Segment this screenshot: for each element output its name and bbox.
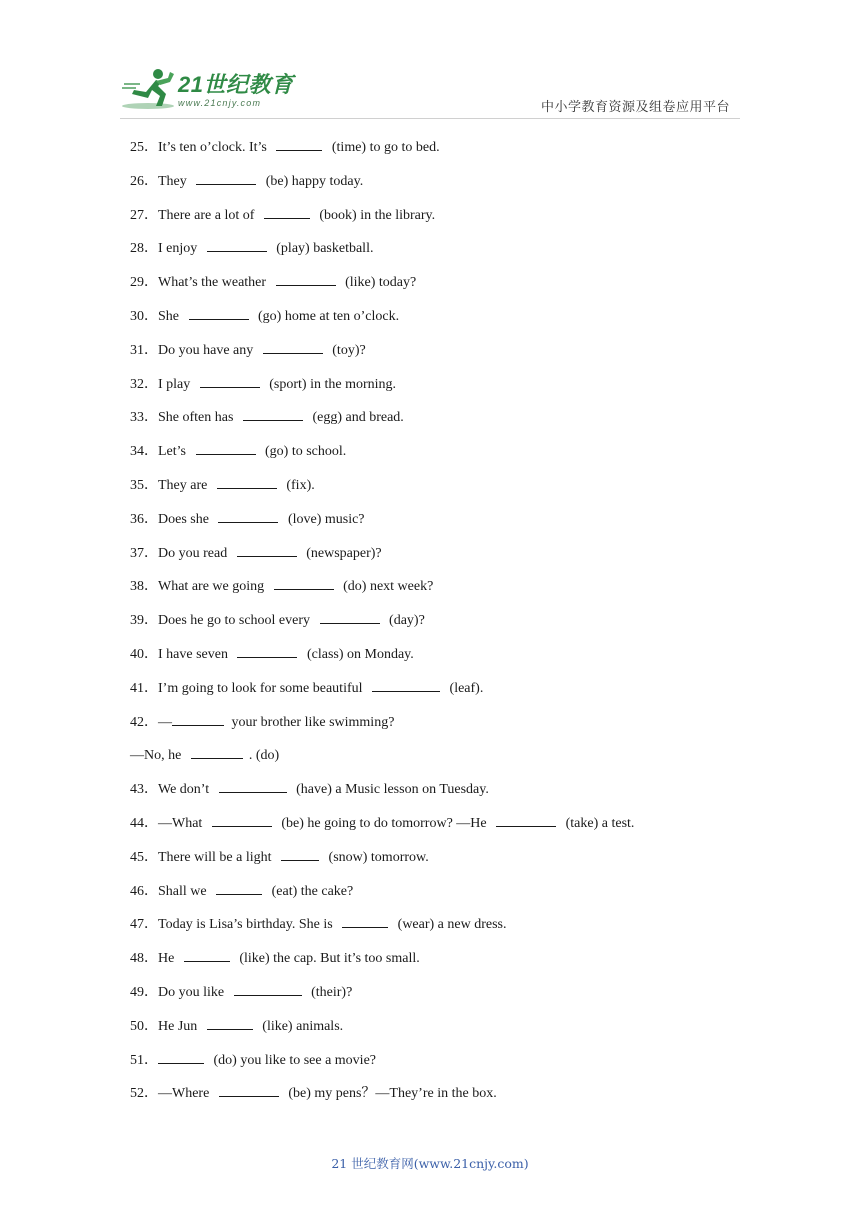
question-item [130,677,750,711]
question-number: 35． [130,477,158,493]
question-text: —What [158,815,206,831]
answer-blank[interactable] [216,880,262,895]
question-text: Let’s [158,444,190,460]
question-text: (class) on Monday. [303,646,414,662]
question-number: 43． [130,782,158,798]
question-text: (book) in the library. [315,207,436,223]
question-text: Do you read [158,545,231,561]
answer-blank[interactable] [196,170,256,185]
question-item [130,237,750,271]
question-text: He [158,951,178,967]
answer-blank[interactable] [274,575,334,590]
logo [120,66,294,116]
question-text: (go) to school. [261,444,347,460]
header-tagline: 中小学教育资源及组卷应用平台 [540,100,730,115]
question-text: What’s the weather [158,275,270,291]
question-number: 28． [130,241,158,257]
question-item [130,508,750,542]
answer-blank[interactable] [237,542,297,557]
answer-blank[interactable] [281,846,319,861]
question-item [130,609,750,643]
question-text: She often has [158,410,237,426]
question-number: 26． [130,173,158,189]
question-text: (like) animals. [258,1018,344,1034]
answer-blank[interactable] [243,406,303,421]
question-item [130,406,750,440]
question-text: (leaf). [446,680,484,696]
answer-blank[interactable] [276,136,322,151]
question-number: 48． [130,951,158,967]
question-item [130,440,750,474]
answer-blank[interactable] [189,305,249,320]
question-text: Today is Lisa’s birthday. She is [158,917,337,933]
question-item [130,542,750,576]
question-text: Shall we [158,883,211,899]
question-text: There are a lot of [158,207,258,223]
question-number: 51． [130,1052,158,1068]
answer-blank[interactable] [191,744,243,759]
answer-blank[interactable] [372,677,440,692]
question-item [130,474,750,508]
question-text: I have seven [158,646,232,662]
answer-blank[interactable] [234,981,302,996]
question-text: (sport) in the morning. [265,376,397,392]
question-number: 25． [130,140,158,155]
question-text: There will be a light [158,849,276,865]
question-text: (like) the cap. But it’s too small. [235,951,420,967]
question-number: 50． [130,1018,158,1034]
answer-blank[interactable] [219,1082,279,1097]
question-number: 36． [130,511,158,527]
question-item [130,913,750,947]
question-number: 49． [130,984,158,1000]
question-item [130,744,750,778]
question-number: 40． [130,646,158,662]
question-number: 47． [130,917,158,933]
question-item [130,575,750,609]
question-text: He Jun [158,1018,201,1034]
answer-blank[interactable] [219,778,287,793]
question-number: 32． [130,376,158,392]
question-item [130,136,750,170]
question-item [130,339,750,373]
answer-blank[interactable] [200,373,260,388]
question-item [130,1082,750,1116]
answer-blank[interactable] [276,271,336,286]
question-text: (snow) tomorrow. [325,849,429,865]
answer-blank[interactable] [212,812,272,827]
question-text: (their)? [307,984,353,1000]
question-text: —Where [158,1086,213,1102]
answer-blank[interactable] [264,204,310,219]
answer-blank[interactable] [184,947,230,962]
answer-blank[interactable] [172,711,224,726]
answer-blank[interactable] [237,643,297,658]
logo-text: 21世纪教育 [178,72,294,97]
question-number: 30． [130,308,158,324]
question-text: (newspaper)? [302,545,382,561]
question-item [130,1049,750,1083]
question-text: She [158,308,183,324]
question-number: 31． [130,342,158,358]
question-text: your brother like swimming? [228,714,395,730]
question-text: (be) happy today. [262,173,364,189]
question-number: 42． [130,714,158,730]
question-text: Do you like [158,984,228,1000]
question-number: 52． [130,1086,158,1102]
question-text: (play) basketball. [272,241,374,257]
answer-blank[interactable] [320,609,380,624]
question-text: (be) he going to do tomorrow? —He [277,815,491,831]
question-text: —No, he [130,748,185,764]
question-text: Do you have any [158,342,257,358]
question-text: (do) you like to see a movie? [210,1052,377,1068]
question-item [130,271,750,305]
question-number: 27． [130,207,158,223]
question-item [130,170,750,204]
question-item [130,812,750,846]
page-footer: 21 世纪教育网(www.21cnjy.com) [331,1156,529,1171]
answer-blank[interactable] [158,1049,204,1064]
question-number: 37． [130,545,158,561]
question-item [130,711,750,745]
question-text: — [158,714,172,730]
question-text: (do) next week? [339,579,434,595]
question-text: Does he go to school every [158,613,314,629]
answer-blank[interactable] [218,508,278,523]
answer-blank[interactable] [496,812,556,827]
logo-url: www.21cnjy.com [178,98,262,108]
question-text: It’s ten o’clock. It’s [158,140,271,155]
question-text: (day)? [385,613,425,629]
question-text: What are we going [158,579,268,595]
question-number: 39． [130,613,158,629]
question-text: (like) today? [341,275,417,291]
question-text: (egg) and bread. [308,410,404,426]
question-number: 44． [130,815,158,831]
question-item [130,846,750,880]
question-number: 38． [130,579,158,595]
question-text: (toy)? [328,342,366,358]
question-item [130,204,750,238]
question-item [130,981,750,1015]
question-item [130,1015,750,1049]
question-text: I’m going to look for some beautiful [158,680,367,696]
answer-blank[interactable] [207,237,267,252]
question-item [130,305,750,339]
question-text: They are [158,477,211,493]
question-number: 33． [130,410,158,426]
question-text: I play [158,376,194,392]
question-item [130,778,750,812]
question-number: 41． [130,680,158,696]
header-divider [120,118,740,119]
question-text: (take) a test. [562,815,635,831]
answer-blank[interactable] [263,339,323,354]
question-number: 45． [130,849,158,865]
question-item [130,643,750,677]
question-text: (be) my pens？—They’re in the box. [284,1086,497,1102]
question-text: They [158,173,191,189]
question-text: (go) home at ten o’clock. [254,308,400,324]
question-text: (fix). [282,477,315,493]
answer-blank[interactable] [217,474,277,489]
question-text: (eat) the cake? [268,883,354,899]
page-header [0,0,860,125]
runner-logo-icon [120,66,178,112]
question-number: 34． [130,444,158,460]
question-item [130,947,750,981]
question-text: We don’t [158,782,213,798]
question-text: (have) a Music lesson on Tuesday. [292,782,489,798]
question-text: (time) to go to bed. [328,140,440,155]
question-list [130,136,750,1116]
question-number: 46． [130,883,158,899]
answer-blank[interactable] [196,440,256,455]
question-item [130,880,750,914]
question-text: (love) music? [284,511,365,527]
question-text: Does she [158,511,213,527]
answer-blank[interactable] [342,913,388,928]
question-text: . (do) [248,748,280,764]
question-number: 29． [130,275,158,291]
question-text: I enjoy [158,241,201,257]
question-text: (wear) a new dress. [394,917,507,933]
answer-blank[interactable] [207,1015,253,1030]
question-item [130,373,750,407]
